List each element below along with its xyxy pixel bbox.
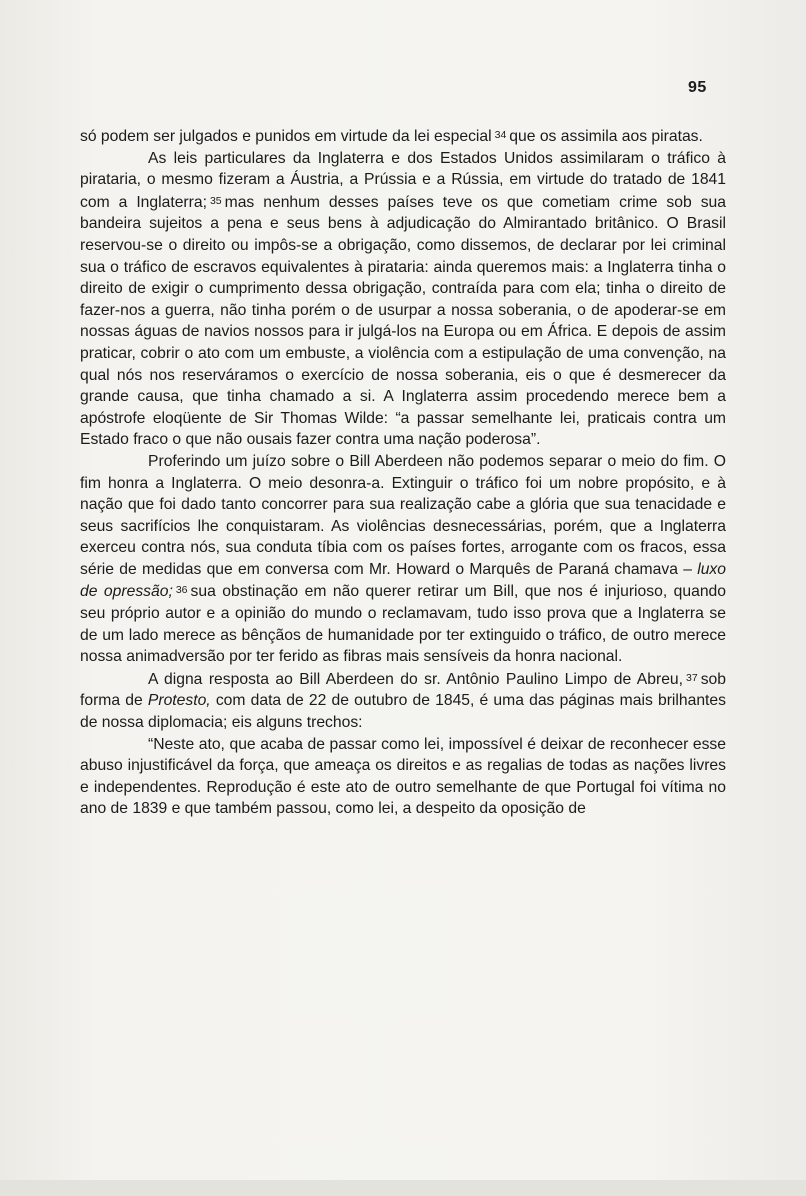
italic-protesto: Protesto, — [147, 692, 211, 710]
page-bottom-edge — [0, 1180, 806, 1196]
footnote-ref-34: 34 — [494, 129, 507, 141]
paragraph-3 — [80, 451, 726, 668]
text-run: A digna resposta ao Bill Aberdeen do sr. Antônio Paulino Limpo de Abreu, — [148, 670, 684, 688]
paragraph-2 — [80, 148, 726, 451]
text-run: que os assimila aos piratas. — [509, 128, 703, 145]
text-run: sua obstinação em não querer retirar um Bill, que nos é injurioso, quando seu próprio autor e a opinião do mundo o reclamavam, tudo isso prova que a Inglaterra se de um lado merece as bênçãos de humanidade por ter extinguido o tráfico, de outro merece nossa animadversão por ter ferido as fibras mais sensíveis da honra nacional. — [80, 583, 726, 666]
paragraph-5 — [80, 734, 726, 820]
paragraph-1 — [80, 125, 726, 148]
text-run: Proferindo um juízo sobre o Bill Aberdeen não podemos separar o meio do fim. O fim honra a Inglaterra. O meio desonra-a. Extinguir o tráfico foi um nobre propósito, e à nação que foi dado tanto concorrer para sua realização cabe a glória que sua tenacidade e seus sacrifícios lhe conquistaram. As violências desnecessárias, porém, que a Inglaterra exerceu contra nós, sua conduta tíbia com os países fortes, arrogante com os fracos, essa série de medidas que em conversa com Mr. Howard o Marquês de Paraná chamava – — [80, 452, 726, 578]
page-number: 95 — [688, 79, 707, 96]
italic-phrase: luxo de opressão; — [80, 560, 726, 601]
text-run: com data de 22 de outubro de 1845, é uma das páginas mais brilhantes de nossa diplomacia; eis alguns trechos: — [80, 692, 726, 732]
text-run: só podem ser julgados e punidos em virtude da lei especial — [80, 128, 492, 145]
body-text — [80, 125, 726, 820]
text-run: “Neste ato, que acaba de passar como lei, impossível é deixar de reconhecer esse abuso injustificável da força, que ameaça os direitos e as regalias de todas as nações livres e independentes. Reprodução é este ato de outro semelhante de que Portugal foi vítima no ano de 1839 e que também passou, como lei, a despeito da oposição de — [80, 735, 726, 818]
text-run: As leis particulares da Inglaterra e dos Estados Unidos assimilaram o tráfico à pirataria, o mesmo fizeram a Áustria, a Prússia e a Rússia, em virtude do tratado de 1841 com a Inglaterra; — [80, 149, 726, 211]
footnote-ref-36: 36 — [175, 584, 188, 597]
text-run: sob forma de — [80, 670, 726, 710]
paragraph-4 — [80, 668, 726, 734]
text-run: mas nenhum desses países teve os que cometiam crime sob sua bandeira sujeitos a pena e seus bens à adjudicação do Almirantado britânico. O Brasil reservou-se o direito ou impôs-se a obrigação, como dissemos, de declarar por lei criminal sua o tráfico de escravos equivalentes à pirataria: ainda queremos mais: a Inglaterra tinha o direito de exigir o cumprimento dessa obrigação, contraída para com ela; tinha o direito de fazer-nos a guerra, não tinha porém o de usurpar a nossa soberania, o de apoderar-se em nossas águas de navios nossos para ir julgá-los na Europa ou em África. E depois de assim praticar, cobrir o ato com um embuste, a violência com a estipulação de uma convenção, na qual nós nos reserváramos o exercício de nossa soberania, eis o que é desmerecer da grande causa, que tinha chamado a si. A Inglaterra assim procedendo merece bem a apóstrofe eloqüente de Sir Thomas Wilde: “a passar semelhante lei, praticais contra um Estado fraco o que não ousais fazer contra uma nação poderosa”. — [80, 193, 726, 449]
footnote-ref-37: 37 — [686, 671, 698, 684]
footnote-ref-35: 35 — [209, 194, 222, 207]
